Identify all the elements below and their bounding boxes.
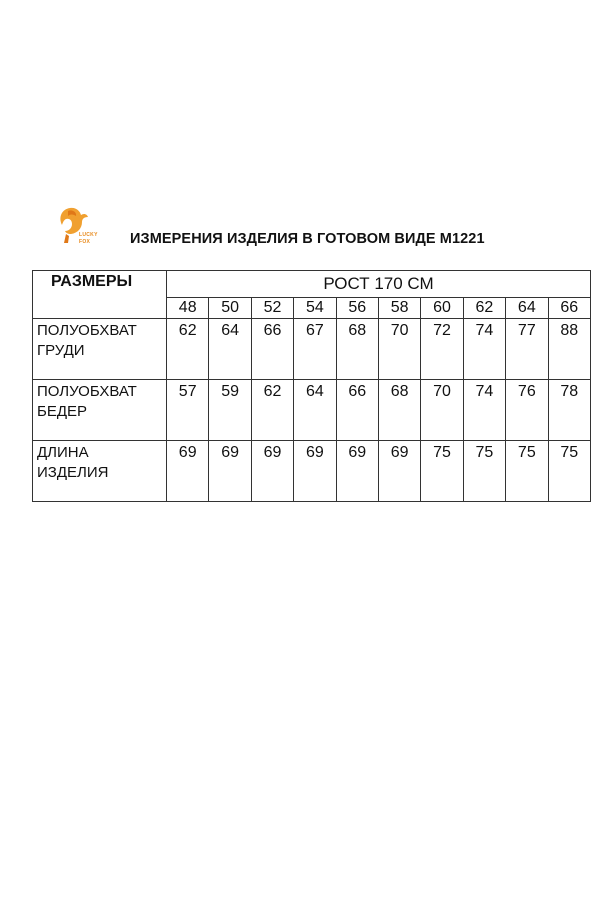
value-cell: 76	[506, 380, 548, 441]
size-cell: 60	[421, 298, 463, 319]
height-header-cell: РОСТ 170 СМ	[167, 271, 591, 298]
size-cell: 64	[506, 298, 548, 319]
value-cell: 64	[294, 380, 336, 441]
row-label-hips	[33, 380, 167, 441]
size-cell: 66	[548, 298, 590, 319]
value-cell: 75	[506, 441, 548, 502]
value-cell: 69	[167, 441, 209, 502]
value-cell: 78	[548, 380, 590, 441]
logo-text-line1: LUCKY	[79, 232, 98, 238]
value-cell: 69	[251, 441, 293, 502]
size-cell: 56	[336, 298, 378, 319]
value-cell: 69	[294, 441, 336, 502]
value-cell: 59	[209, 380, 251, 441]
row-label-line2: ГРУДИ	[37, 342, 85, 359]
value-cell: 62	[167, 319, 209, 380]
page-title: ИЗМЕРЕНИЯ ИЗДЕЛИЯ В ГОТОВОМ ВИДЕ М1221	[130, 231, 485, 247]
value-cell: 72	[421, 319, 463, 380]
row-label-line1: ПОЛУОБХВАТ	[37, 383, 137, 400]
value-cell: 75	[463, 441, 505, 502]
value-cell: 88	[548, 319, 590, 380]
value-cell: 67	[294, 319, 336, 380]
value-cell: 57	[167, 380, 209, 441]
value-cell: 68	[378, 380, 420, 441]
size-cell: 62	[463, 298, 505, 319]
value-cell: 69	[378, 441, 420, 502]
table-row-hips	[33, 380, 591, 441]
logo-text-line2: FOX	[79, 239, 91, 245]
brand-logo	[54, 203, 100, 251]
row-label-line1: ПОЛУОБХВАТ	[37, 322, 137, 339]
value-cell: 75	[421, 441, 463, 502]
row-label-length	[33, 441, 167, 502]
size-cell: 54	[294, 298, 336, 319]
value-cell: 69	[209, 441, 251, 502]
table-row-length	[33, 441, 591, 502]
size-cell: 50	[209, 298, 251, 319]
value-cell: 77	[506, 319, 548, 380]
row-label-chest	[33, 319, 167, 380]
value-cell: 74	[463, 319, 505, 380]
value-cell: 70	[378, 319, 420, 380]
size-table	[32, 270, 591, 502]
table-row-chest	[33, 319, 591, 380]
row-label-line2: БЕДЕР	[37, 403, 88, 420]
value-cell: 62	[251, 380, 293, 441]
row-label-line1: ДЛИНА	[37, 444, 89, 461]
value-cell: 69	[336, 441, 378, 502]
row-label-line2: ИЗДЕЛИЯ	[37, 464, 109, 481]
value-cell: 75	[548, 441, 590, 502]
value-cell: 66	[336, 380, 378, 441]
value-cell: 68	[336, 319, 378, 380]
sizes-header-cell: РАЗМЕРЫ	[33, 271, 167, 319]
value-cell: 70	[421, 380, 463, 441]
table-header-row	[33, 271, 591, 298]
value-cell: 74	[463, 380, 505, 441]
size-cell: 58	[378, 298, 420, 319]
size-cell: 52	[251, 298, 293, 319]
size-cell: 48	[167, 298, 209, 319]
value-cell: 64	[209, 319, 251, 380]
value-cell: 66	[251, 319, 293, 380]
fox-logo-icon	[54, 203, 100, 251]
